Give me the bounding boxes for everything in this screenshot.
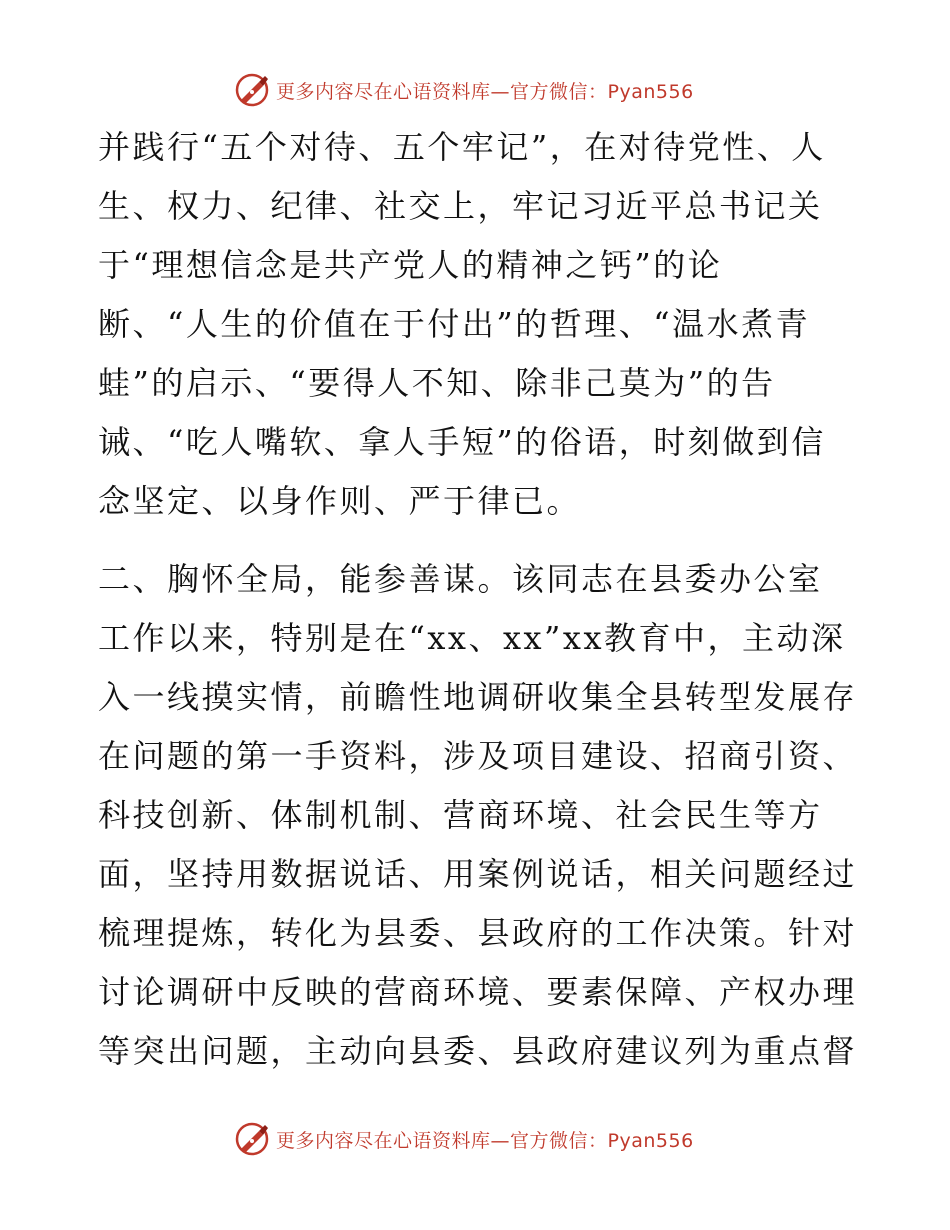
wechat-id: 官方微信：Pyan556 <box>510 80 694 103</box>
text-line: 工作以来，特别是在“xx、xx”xx教育中，主动深 <box>98 619 846 657</box>
paragraph <box>98 550 858 1081</box>
text-line: 断、“人生的价值在于付出”的哲理、“温水煮青 <box>98 305 811 343</box>
banner-text: 更多内容尽在心语资料库— <box>276 1129 511 1152</box>
text-line: 科技创新、体制机制、营商环境、社会民生等方 <box>98 796 823 834</box>
text-line: 等突出问题，主动向县委、县政府建议列为重点督 <box>98 1032 858 1070</box>
text-line: 二、胸怀全局，能参善谋。该同志在县委办公室 <box>98 560 823 598</box>
wechat-id: 官方微信：Pyan556 <box>510 1129 694 1152</box>
text-line: 蛙”的启示、“要得人不知、除非己莫为”的告 <box>98 364 776 402</box>
text-line: 诫、“吃人嘴软、拿人手短”的俗语，时刻做到信 <box>98 423 826 461</box>
text-line: 面，坚持用数据说话、用案例说话，相关问题经过 <box>98 855 858 893</box>
pen-nib-logo-icon <box>232 70 272 110</box>
text-line: 在问题的第一手资料，涉及项目建设、招商引资、 <box>98 737 858 775</box>
text-line: 入一线摸实情，前瞻性地调研收集全县转型发展存 <box>98 678 858 716</box>
pen-nib-logo-icon <box>232 1119 272 1159</box>
footer-banner <box>232 1119 694 1159</box>
text-line: 于“理想信念是共产党人的精神之钙”的论 <box>98 246 723 284</box>
document-body <box>98 118 858 1081</box>
banner-text: 更多内容尽在心语资料库— <box>276 80 511 103</box>
text-line: 讨论调研中反映的营商环境、要素保障、产权办理 <box>98 973 858 1011</box>
text-line: 并践行“五个对待、五个牢记”，在对待党性、人 <box>98 128 826 166</box>
header-banner <box>232 70 694 110</box>
text-line: 念坚定、以身作则、严于律已。 <box>98 482 582 520</box>
text-line: 生、权力、纪律、社交上，牢记习近平总书记关 <box>98 187 823 225</box>
text-line: 梳理提炼，转化为县委、县政府的工作决策。针对 <box>98 914 858 952</box>
paragraph <box>98 118 858 531</box>
